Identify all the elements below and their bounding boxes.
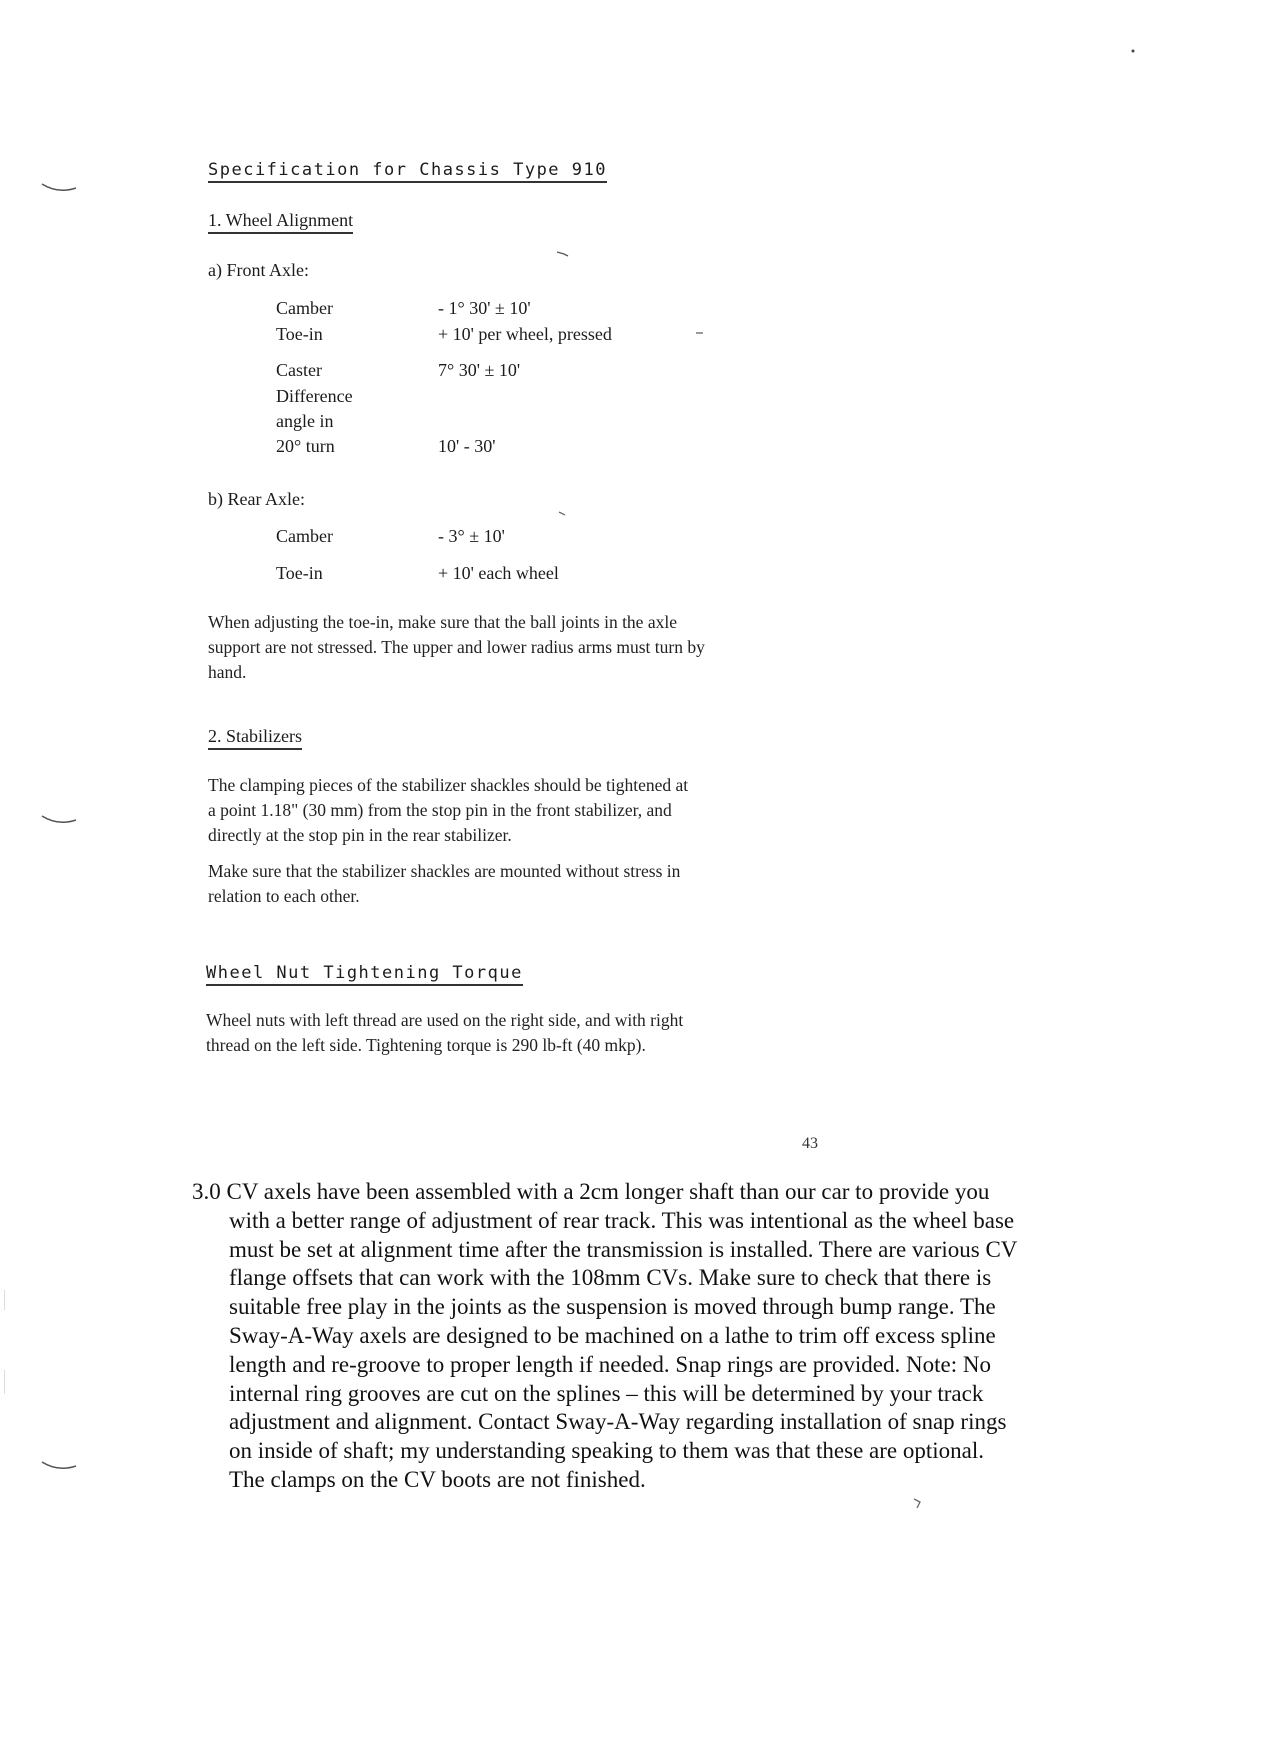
paragraph-line: Wheel nuts with left thread are used on the right side, and with right (206, 1010, 684, 1030)
note-line: length and re-groove to proper length if needed. Snap rings are provided. Note: No (229, 1351, 991, 1377)
torque-paragraph (206, 1008, 683, 1058)
torque-heading: Wheel Nut Tightening Torque (206, 963, 523, 986)
binder-mark (40, 812, 80, 832)
paragraph-line: When adjusting the toe-in, make sure that the ball joints in the axle (208, 612, 677, 632)
spec-name: Camber (276, 298, 333, 318)
paragraph-line: The clamping pieces of the stabilizer shackles should be tightened at (208, 775, 689, 795)
spec-name: 20° turn (276, 436, 335, 456)
scan-edge (4, 1290, 5, 1310)
note-line: flange offsets that can work with the 108mm CVs. Make sure to check that there is (229, 1265, 992, 1291)
page-number: 43 (802, 1135, 818, 1152)
spec-value: - 1° 30' ± 10' (438, 298, 531, 318)
note-line: The clamps on the CV boots are not finished. (229, 1466, 646, 1492)
paragraph-line: thread on the left side. Tightening torque is 290 lb-ft (40 mkp). (206, 1035, 646, 1055)
speck (694, 330, 706, 336)
section-2-heading: 2. Stabilizers (208, 726, 302, 750)
toe-in-paragraph (208, 610, 705, 685)
binder-mark (40, 1458, 80, 1478)
spec-name: Toe-in (276, 324, 323, 344)
scan-edge (4, 1370, 5, 1394)
paragraph-line: hand. (208, 662, 247, 682)
speck (1130, 48, 1136, 54)
note-line: suitable free play in the joints as the suspension is moved through bump range. The (229, 1294, 996, 1320)
speck (556, 250, 570, 258)
paragraph-line: support are not stressed. The upper and lower radius arms must turn by (208, 637, 705, 657)
front-axle-label: a) Front Axle: (208, 260, 309, 280)
paragraph-line: relation to each other. (208, 886, 360, 906)
note-line: 3.0 CV axels have been assembled with a 2cm longer shaft than our car to provide you (192, 1179, 990, 1204)
spec-name: angle in (276, 411, 334, 431)
note-line: with a better range of adjustment of rear track. This was intentional as the wheel base (229, 1207, 1015, 1233)
spec-value: 10' - 30' (438, 436, 496, 456)
spec-name: Toe-in (276, 563, 323, 583)
spec-name: Camber (276, 526, 333, 546)
spec-value: 7° 30' ± 10' (438, 360, 521, 380)
section-1-heading: 1. Wheel Alignment (208, 210, 353, 234)
spec-value: + 10' per wheel, pressed (438, 324, 612, 344)
rear-axle-label: b) Rear Axle: (208, 489, 305, 509)
cv-axle-note (192, 1178, 1102, 1495)
stabilizer-stress-paragraph (208, 859, 680, 909)
note-line: on inside of shaft; my understanding speaking to them was that these are optional. (229, 1438, 985, 1464)
note-line: adjustment and alignment. Contact Sway-A-Way regarding installation of snap rings (229, 1409, 1007, 1435)
speck (912, 1496, 924, 1510)
speck (558, 510, 568, 518)
spec-name: Caster (276, 360, 322, 380)
paragraph-line: a point 1.18" (30 mm) from the stop pin in the front stabilizer, and (208, 800, 672, 820)
note-line: internal ring grooves are cut on the splines – this will be determined by your track (229, 1380, 984, 1406)
spec-name: Difference (276, 386, 353, 406)
note-line: must be set at alignment time after the transmission is installed. There are various CV (229, 1236, 1018, 1262)
spec-value: - 3° ± 10' (438, 526, 505, 546)
stabilizer-paragraph (208, 773, 688, 848)
spec-value: + 10' each wheel (438, 563, 559, 583)
document-title: Specification for Chassis Type 910 (208, 160, 607, 183)
paragraph-line: directly at the stop pin in the rear stabilizer. (208, 825, 512, 845)
binder-mark (40, 180, 80, 200)
paragraph-line: Make sure that the stabilizer shackles are mounted without stress in (208, 861, 681, 881)
note-line: Sway-A-Way axels are designed to be machined on a lathe to trim off excess spline (229, 1322, 996, 1348)
